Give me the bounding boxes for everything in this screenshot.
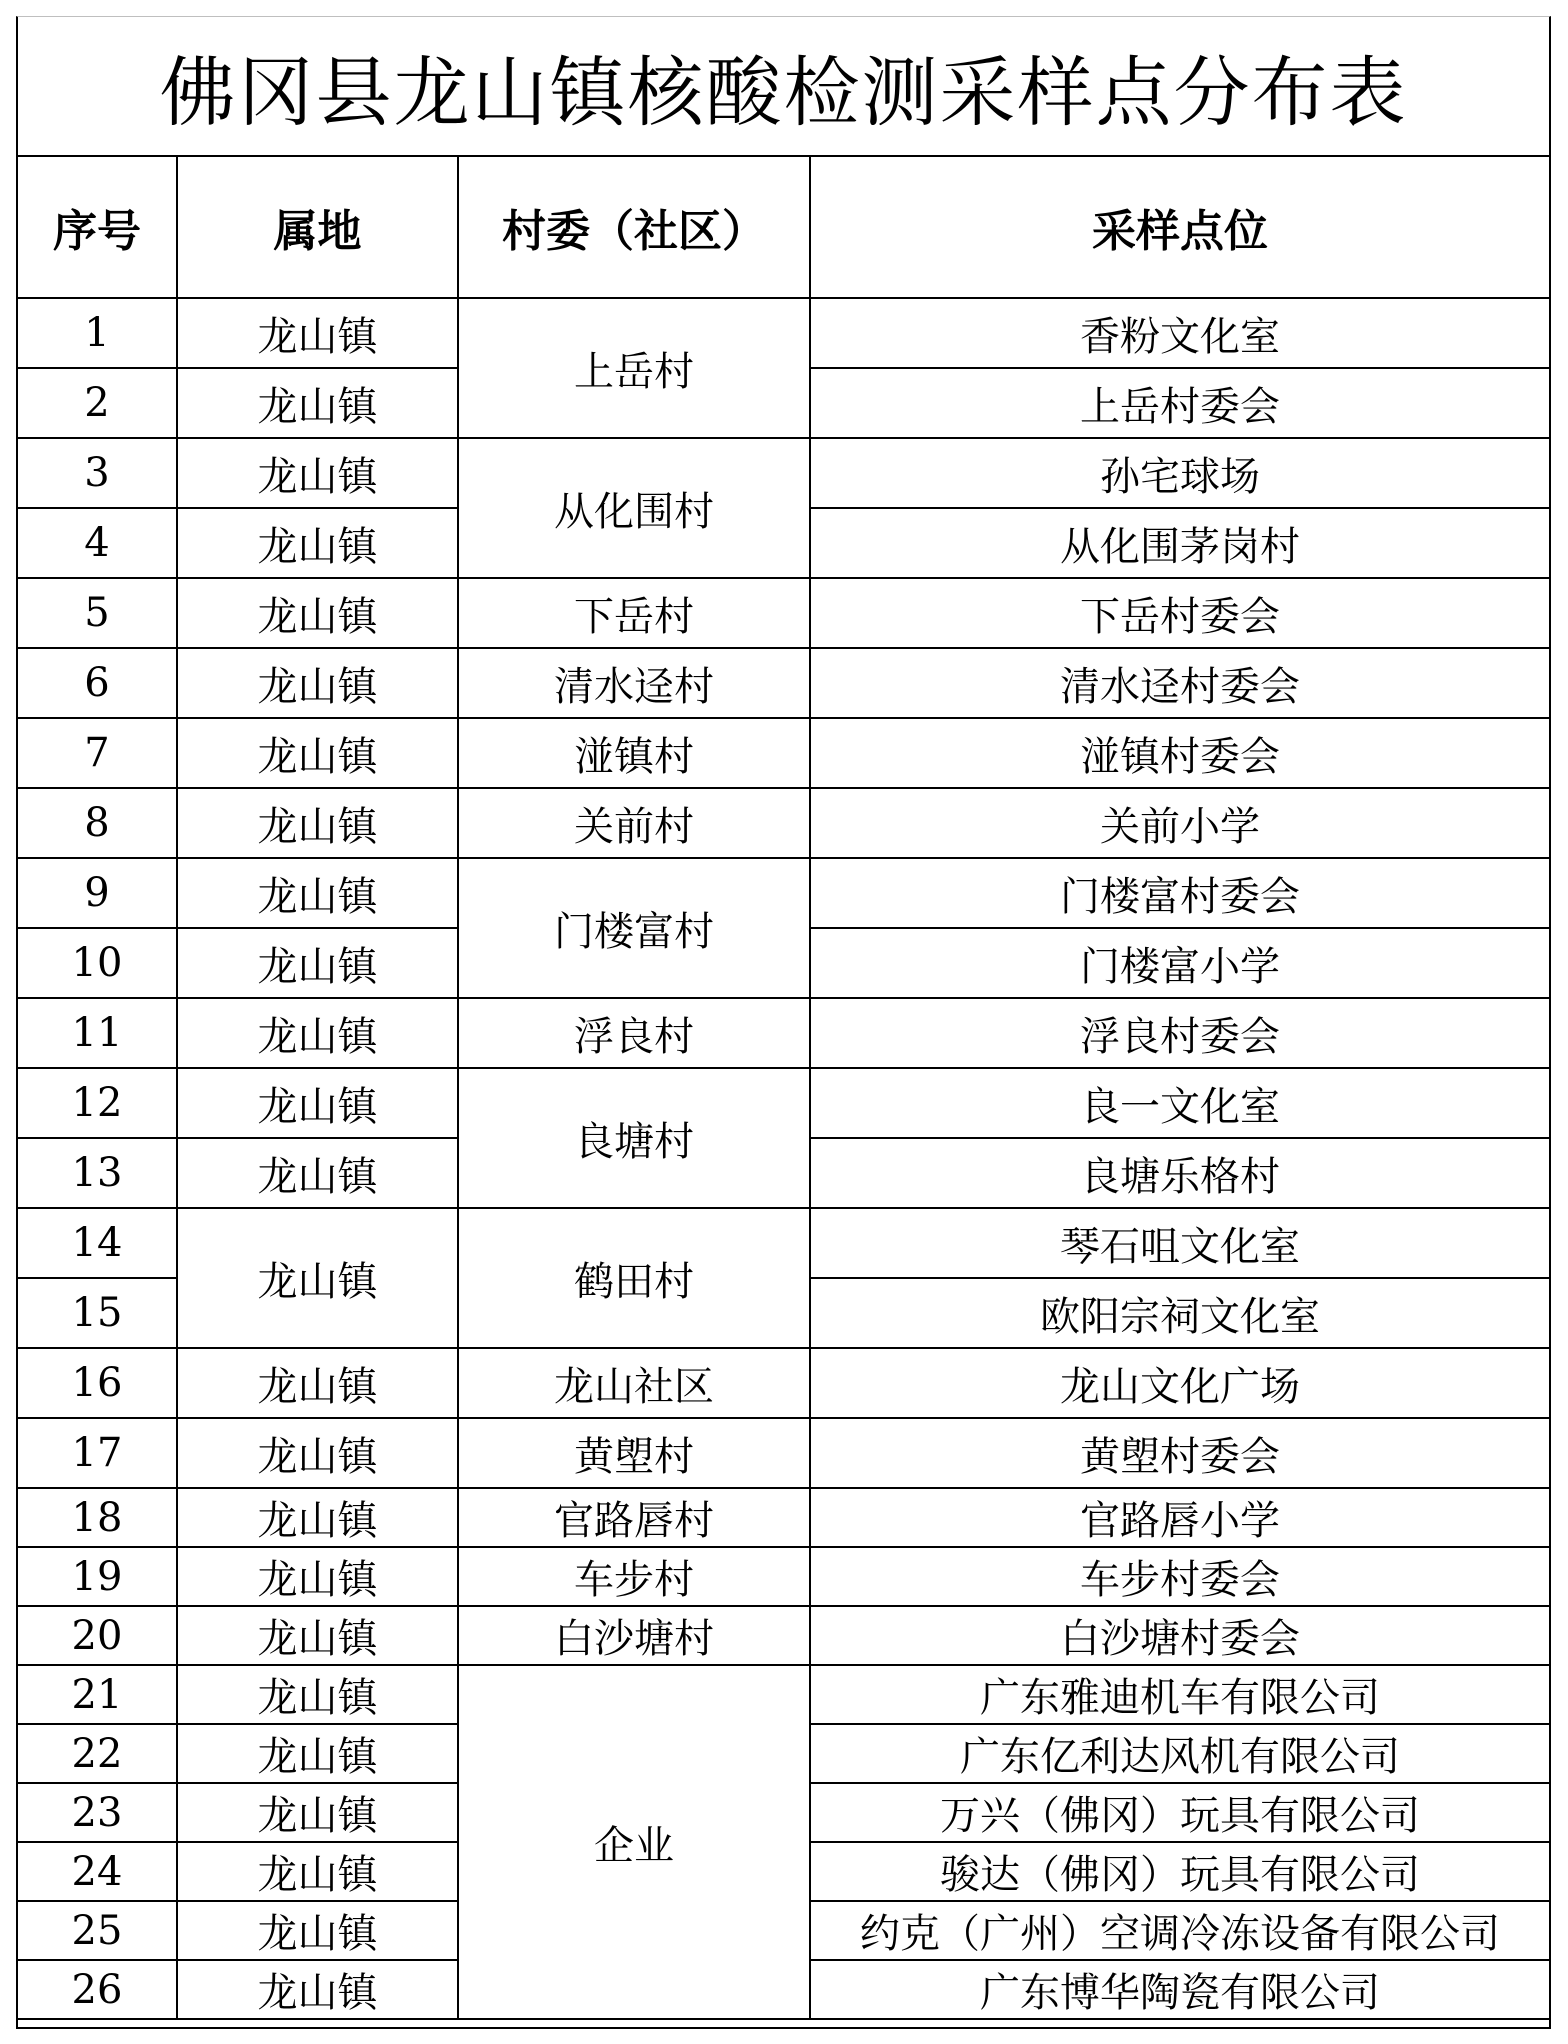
row-index: 8: [18, 788, 177, 858]
row-area: 龙山镇: [177, 1208, 458, 1348]
row-village: 黄塱村: [458, 1418, 810, 1488]
row-area: 龙山镇: [177, 1606, 458, 1665]
row-site: 良一文化室: [810, 1068, 1549, 1138]
row-index: 5: [18, 578, 177, 648]
row-index: 23: [18, 1783, 177, 1842]
header-site: 采样点位: [810, 157, 1549, 298]
row-village: 门楼富村: [458, 858, 810, 998]
row-index: 20: [18, 1606, 177, 1665]
table-row: [18, 1418, 1549, 1488]
row-index: 7: [18, 718, 177, 788]
row-site: 欧阳宗祠文化室: [810, 1278, 1549, 1348]
table-row: [18, 1547, 1549, 1606]
row-index: 4: [18, 508, 177, 578]
table-row: [18, 718, 1549, 788]
row-village: 良塘村: [458, 1068, 810, 1208]
row-site: 车步村委会: [810, 1547, 1549, 1606]
row-area: 龙山镇: [177, 1901, 458, 1960]
table-row: [18, 1488, 1549, 1547]
table-row: [18, 1208, 1549, 1278]
row-site: 约克（广州）空调冷冻设备有限公司: [810, 1901, 1549, 1960]
row-site: 从化围茅岗村: [810, 508, 1549, 578]
row-area: 龙山镇: [177, 1842, 458, 1901]
row-site: 白沙塘村委会: [810, 1606, 1549, 1665]
row-index: 12: [18, 1068, 177, 1138]
row-index: 14: [18, 1208, 177, 1278]
row-area: 龙山镇: [177, 788, 458, 858]
row-site: 官路唇小学: [810, 1488, 1549, 1547]
row-site: 香粉文化室: [810, 298, 1549, 368]
row-area: 龙山镇: [177, 508, 458, 578]
table-header-row: [18, 157, 1549, 298]
row-site: 龙山文化广场: [810, 1348, 1549, 1418]
table-row: [18, 1348, 1549, 1418]
row-area: 龙山镇: [177, 998, 458, 1068]
row-index: 15: [18, 1278, 177, 1348]
row-area: 龙山镇: [177, 1783, 458, 1842]
row-index: 16: [18, 1348, 177, 1418]
row-site: 广东雅迪机车有限公司: [810, 1665, 1549, 1724]
table-row: [18, 998, 1549, 1068]
row-area: 龙山镇: [177, 1547, 458, 1606]
row-site: 浮良村委会: [810, 998, 1549, 1068]
row-village: 官路唇村: [458, 1488, 810, 1547]
table-row: [18, 1068, 1549, 1138]
row-area: 龙山镇: [177, 1138, 458, 1208]
row-area: 龙山镇: [177, 648, 458, 718]
row-index: 10: [18, 928, 177, 998]
row-index: 6: [18, 648, 177, 718]
row-index: 19: [18, 1547, 177, 1606]
row-village: 龙山社区: [458, 1348, 810, 1418]
row-index: 24: [18, 1842, 177, 1901]
row-site: 关前小学: [810, 788, 1549, 858]
row-index: 13: [18, 1138, 177, 1208]
row-site: 下岳村委会: [810, 578, 1549, 648]
table-row: [18, 788, 1549, 858]
row-area: 龙山镇: [177, 1068, 458, 1138]
row-site: 琴石咀文化室: [810, 1208, 1549, 1278]
row-index: 26: [18, 1960, 177, 2019]
table-row: [18, 1606, 1549, 1665]
row-index: 17: [18, 1418, 177, 1488]
table-row: [18, 648, 1549, 718]
table-row: [18, 578, 1549, 648]
sampling-sites-table: [18, 157, 1549, 2020]
row-area: 龙山镇: [177, 1418, 458, 1488]
row-area: 龙山镇: [177, 368, 458, 438]
row-site: 门楼富村委会: [810, 858, 1549, 928]
row-area: 龙山镇: [177, 1960, 458, 2019]
row-index: 11: [18, 998, 177, 1068]
row-index: 18: [18, 1488, 177, 1547]
row-village: 关前村: [458, 788, 810, 858]
row-area: 龙山镇: [177, 578, 458, 648]
row-site: 门楼富小学: [810, 928, 1549, 998]
row-site: 良塘乐格村: [810, 1138, 1549, 1208]
row-site: 骏达（佛冈）玩具有限公司: [810, 1842, 1549, 1901]
row-village: 从化围村: [458, 438, 810, 578]
row-area: 龙山镇: [177, 1665, 458, 1724]
table-row: [18, 298, 1549, 368]
row-area: 龙山镇: [177, 718, 458, 788]
row-area: 龙山镇: [177, 928, 458, 998]
row-site: 湴镇村委会: [810, 718, 1549, 788]
row-site: 黄塱村委会: [810, 1418, 1549, 1488]
row-village: 清水迳村: [458, 648, 810, 718]
row-index: 25: [18, 1901, 177, 1960]
row-village: 企业: [458, 1665, 810, 2019]
header-index: 序号: [18, 157, 177, 298]
row-index: 2: [18, 368, 177, 438]
document-sheet: [16, 16, 1551, 2029]
row-site: 上岳村委会: [810, 368, 1549, 438]
row-area: 龙山镇: [177, 298, 458, 368]
row-site: 孙宅球场: [810, 438, 1549, 508]
row-village: 上岳村: [458, 298, 810, 438]
row-village: 下岳村: [458, 578, 810, 648]
row-area: 龙山镇: [177, 1488, 458, 1547]
row-area: 龙山镇: [177, 1348, 458, 1418]
table-row: [18, 1665, 1549, 1724]
row-site: 万兴（佛冈）玩具有限公司: [810, 1783, 1549, 1842]
row-site: 广东博华陶瓷有限公司: [810, 1960, 1549, 2019]
row-area: 龙山镇: [177, 1724, 458, 1783]
row-site: 广东亿利达风机有限公司: [810, 1724, 1549, 1783]
row-index: 22: [18, 1724, 177, 1783]
row-index: 21: [18, 1665, 177, 1724]
row-village: 车步村: [458, 1547, 810, 1606]
row-village: 白沙塘村: [458, 1606, 810, 1665]
row-village: 鹤田村: [458, 1208, 810, 1348]
row-index: 3: [18, 438, 177, 508]
table-row: [18, 858, 1549, 928]
row-index: 9: [18, 858, 177, 928]
page-title: 佛冈县龙山镇核酸检测采样点分布表: [18, 17, 1549, 157]
row-area: 龙山镇: [177, 858, 458, 928]
header-area: 属地: [177, 157, 458, 298]
header-village: 村委（社区）: [458, 157, 810, 298]
row-village: 湴镇村: [458, 718, 810, 788]
row-area: 龙山镇: [177, 438, 458, 508]
row-index: 1: [18, 298, 177, 368]
row-village: 浮良村: [458, 998, 810, 1068]
table-row: [18, 438, 1549, 508]
row-site: 清水迳村委会: [810, 648, 1549, 718]
